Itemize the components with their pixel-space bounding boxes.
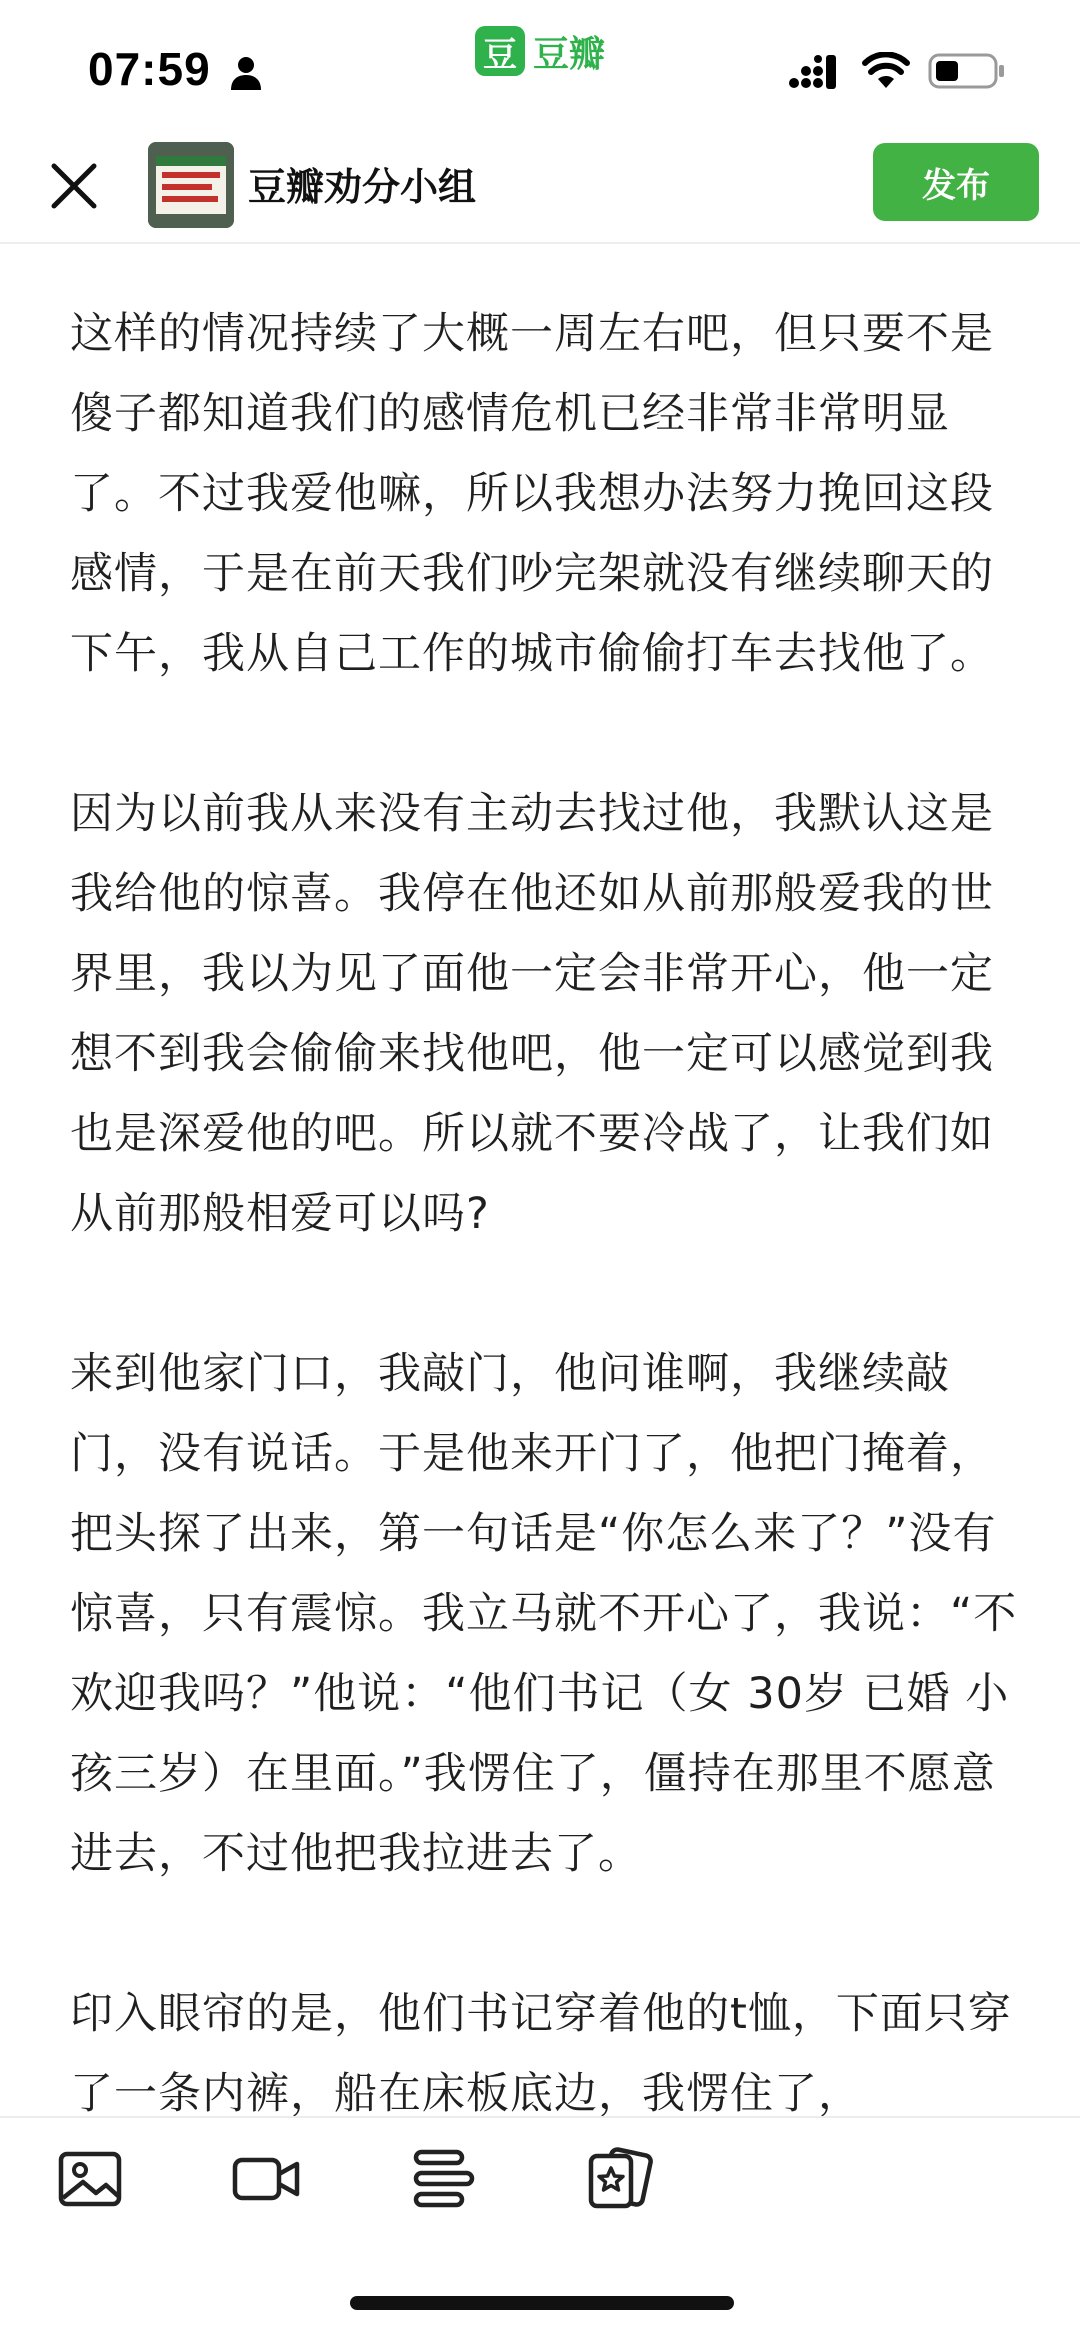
person-icon [228, 55, 264, 91]
post-paragraph: 这样的情况持续了大概一周左右吧，但只要不是傻子都知道我们的感情危机已经非常非常明显了。不过我爱他嘛，所以我想办法努力挽回这段感情，于是在前天我们吵完架就没有继续聊天的下午，我从自己工作的城市偷偷打车去找他了。 [70, 309, 994, 679]
image-icon[interactable] [56, 2146, 126, 2212]
group-name[interactable]: 豆瓣劝分小组 [248, 165, 477, 209]
home-indicator[interactable] [350, 2296, 734, 2310]
battery-icon [928, 52, 1006, 90]
text-format-icon[interactable] [408, 2146, 478, 2212]
app-brand [475, 26, 605, 76]
star-card-icon[interactable] [585, 2146, 655, 2212]
video-icon[interactable] [231, 2146, 301, 2212]
top-nav [0, 130, 1080, 244]
publish-button[interactable]: 发布 [873, 143, 1039, 221]
group-avatar-image [148, 142, 234, 228]
app-name: 豆瓣 [533, 33, 606, 75]
status-time: 07:59 [88, 43, 211, 95]
group-avatar[interactable] [148, 142, 234, 228]
post-paragraph: 来到他家门口，我敲门，他问谁啊，我继续敲门，没有说话。于是他来开门了，他把门掩着，把头探了出来，第一句话是“你怎么来了？”没有惊喜，只有震惊。我立马就不开心了，我说：“不欢迎我吗？”他说：“他们书记（女 30岁 已婚 小孩三岁）在里面。”我愣住了，僵持在那里不愿意进去，不过他把我拉进去了。 [70, 1349, 1018, 1879]
douban-logo-icon: 豆 [475, 26, 525, 76]
status-bar [0, 0, 1080, 130]
post-paragraph: 因为以前我从来没有主动去找过他，我默认这是我给他的惊喜。我停在他还如从前那般爱我的世界里，我以为见了面他一定会非常开心，他一定想不到我会偷偷来找他吧，他一定可以感觉到我也是深爱他的吧。所以就不要冷战了，让我们如从前那般相爱可以吗? [70, 789, 994, 1239]
post-paragraph: 印入眼帘的是，他们书记穿着他的t恤，下面只穿了一条内裤，船在床板底边，我愣住了， [70, 1989, 1012, 2116]
post-body-editor[interactable] [70, 294, 1020, 2116]
wifi-icon [862, 52, 910, 90]
close-icon[interactable] [46, 158, 102, 214]
cellular-signal-icon [788, 55, 842, 91]
